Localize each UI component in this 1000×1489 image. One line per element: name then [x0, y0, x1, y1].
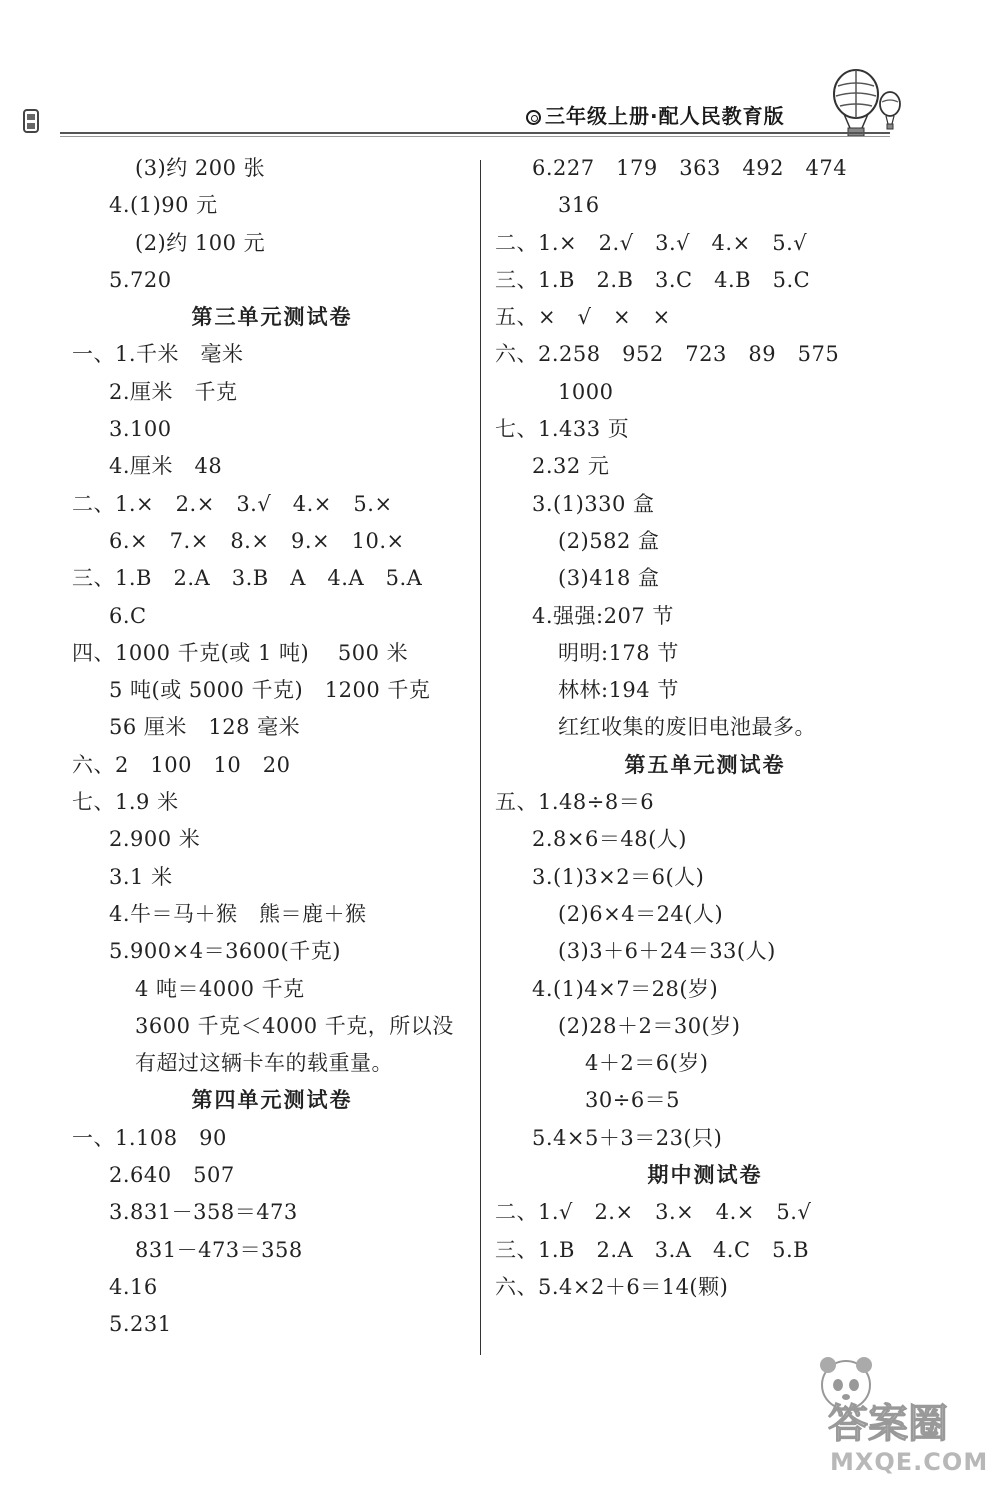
answer-line: 2.900 米	[109, 827, 201, 852]
answer-line: 3.100	[109, 417, 172, 442]
answer-line: 一、1.108 90	[72, 1125, 227, 1150]
answer-line: 30÷6＝5	[585, 1088, 681, 1113]
answer-line: 5.900×4＝3600(千克)	[109, 939, 341, 964]
answer-line: 2.32 元	[532, 454, 610, 479]
page-header	[0, 0, 1000, 150]
answer-line: 五、× √ × ×	[495, 305, 671, 330]
answer-line: (3)约 200 张	[135, 156, 266, 180]
answer-line: (2)6×4＝24(人)	[558, 901, 724, 926]
answer-line: 6.× 7.× 8.× 9.× 10.×	[109, 528, 405, 553]
panda-logo-icon	[808, 1355, 998, 1455]
answer-line: 四、1000 千克(或 1 吨) 500 米	[72, 640, 409, 665]
right-column	[495, 150, 915, 1306]
answer-line: 明明:178 节	[558, 640, 679, 665]
answer-line: 六、2 100 10 20	[72, 752, 291, 777]
answer-line: 2.8×6＝48(人)	[532, 827, 687, 852]
watermark-logo-text: 答案圈	[828, 1401, 948, 1447]
answer-line: 4.(1)90 元	[109, 193, 218, 218]
answer-line: (2)28＋2＝30(岁)	[558, 1013, 741, 1038]
answer-line: 5.231	[109, 1312, 172, 1337]
circle-mark-icon	[526, 110, 541, 125]
answer-line: 831－473＝358	[135, 1237, 303, 1262]
column-divider	[480, 160, 481, 1355]
answer-line: 1000	[558, 379, 614, 404]
answer-line: 5.4×5＋3＝23(只)	[532, 1125, 723, 1150]
answer-line: 一、1.千米 毫米	[72, 342, 244, 367]
answer-line: 林林:194 节	[558, 678, 679, 703]
answer-line: 三、1.B 2.B 3.C 4.B 5.C	[495, 267, 811, 292]
section-heading: 第四单元测试卷	[191, 1088, 353, 1113]
left-column	[72, 150, 472, 1344]
answer-line: 4.牛＝马＋猴 熊＝鹿＋猴	[109, 901, 367, 926]
answer-line: 七、1.9 米	[72, 790, 179, 815]
answer-line: 56 厘米 128 毫米	[109, 715, 301, 740]
balloon-icon	[818, 66, 908, 142]
answer-line: (2)约 100 元	[135, 230, 266, 255]
answer-line: 5.720	[109, 267, 172, 292]
corner-ornament-icon	[18, 100, 58, 140]
answer-line: 4＋2＝6(岁)	[585, 1051, 709, 1076]
answer-line: 4.16	[109, 1274, 158, 1299]
answer-line: 4.强强:207 节	[532, 603, 674, 628]
answer-line: 二、1.√ 2.× 3.× 4.× 5.√	[495, 1200, 812, 1225]
answer-line: 4.厘米 48	[109, 454, 223, 479]
header-rule	[60, 132, 890, 134]
answer-line: 五、1.48÷8＝6	[495, 790, 655, 815]
answer-line: 4 吨＝4000 千克	[135, 976, 305, 1001]
answer-line: 七、1.433 页	[495, 417, 630, 442]
answer-line: 3.831－358＝473	[109, 1200, 298, 1225]
answer-line: (3)418 盒	[558, 566, 660, 591]
book-title-text: 三年级上册·配人民教育版	[545, 104, 785, 128]
answer-line: 5 吨(或 5000 千克) 1200 千克	[109, 678, 431, 703]
answer-line: 3600 千克＜4000 千克，所以没	[135, 1013, 454, 1038]
answer-line: (2)582 盒	[558, 528, 660, 553]
header-rule-thin	[60, 136, 890, 137]
answer-line: 3.(1)330 盒	[532, 491, 655, 516]
answer-line: 六、2.258 952 723 89 575	[495, 342, 840, 367]
answer-line: 三、1.B 2.A 3.A 4.C 5.B	[495, 1237, 810, 1262]
answer-line: 6.227 179 363 492 474	[532, 156, 848, 180]
answer-line: 4.(1)4×7＝28(岁)	[532, 976, 719, 1001]
answer-line: 三、1.B 2.A 3.B A 4.A 5.A	[72, 566, 423, 591]
answer-line: 3.1 米	[109, 864, 173, 889]
answer-line: 六、5.4×2＋6＝14(颗)	[495, 1274, 729, 1299]
section-heading: 第三单元测试卷	[191, 305, 353, 330]
answer-line: 2.640 507	[109, 1163, 235, 1188]
section-heading: 期中测试卷	[647, 1163, 763, 1188]
section-heading: 第五单元测试卷	[624, 752, 786, 777]
book-title	[526, 100, 785, 129]
answer-line: 3.(1)3×2＝6(人)	[532, 864, 705, 889]
answer-line: 6.C	[109, 603, 147, 628]
answer-line: 有超过这辆卡车的载重量。	[135, 1051, 393, 1076]
answer-line: 2.厘米 千克	[109, 379, 238, 404]
watermark-site: MXQE.COM	[830, 1448, 989, 1476]
answer-line: 二、1.× 2.√ 3.√ 4.× 5.√	[495, 230, 808, 255]
answer-line: 二、1.× 2.× 3.√ 4.× 5.×	[72, 491, 393, 516]
answer-line: 红红收集的废旧电池最多。	[558, 715, 816, 740]
answer-line: 316	[558, 193, 600, 218]
answer-line: (3)3＋6＋24＝33(人)	[558, 939, 776, 964]
